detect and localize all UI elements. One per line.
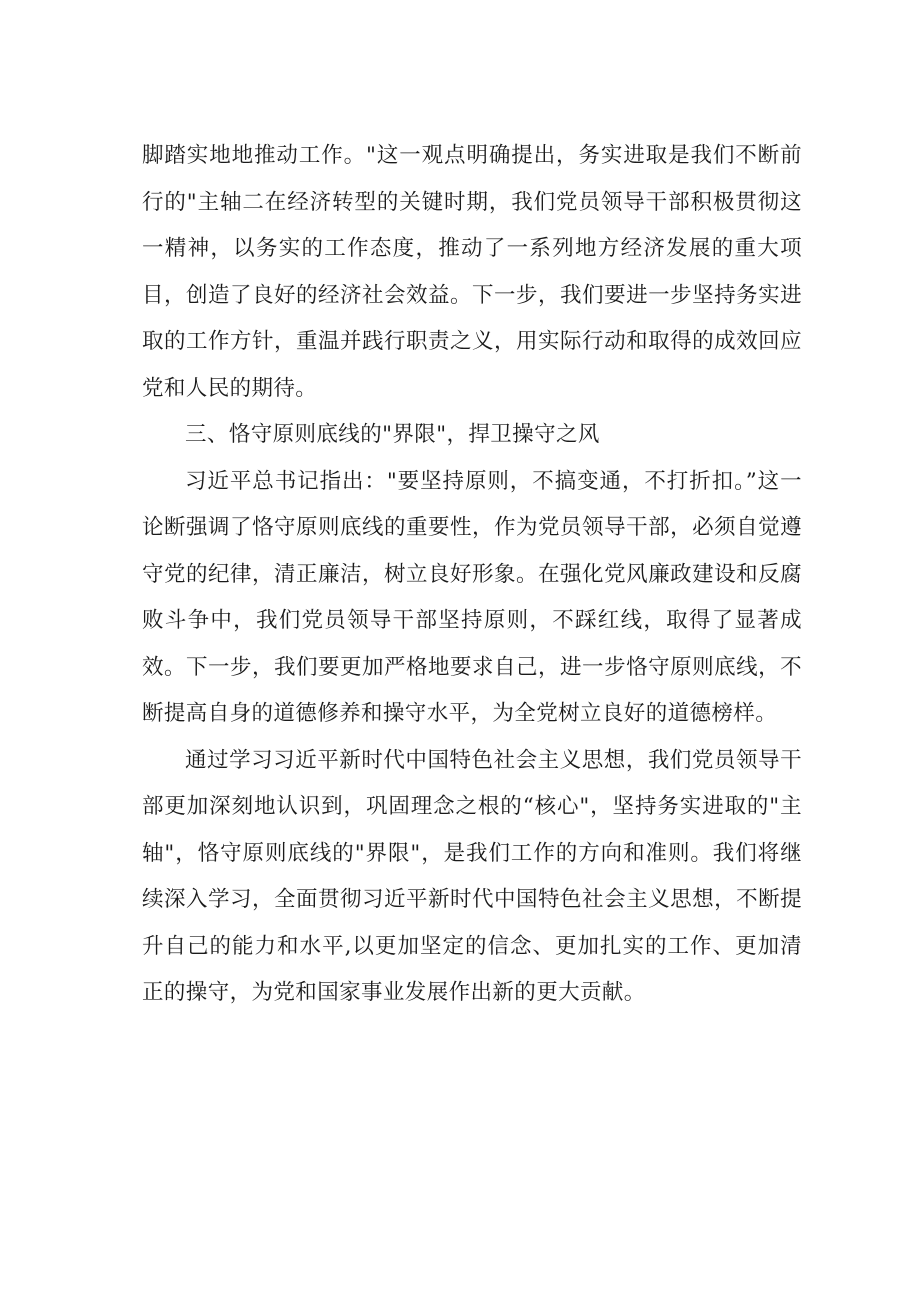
paragraph-conclusion: 通过学习习近平新时代中国特色社会主义思想，我们党员领导干部更加深刻地认识到，巩固理念之根的“核心"，坚持务实进取的"主轴"，恪守原则底线的"界限"，是我们工作的方向和准则。我们将继续深入学习，全面贯彻习近平新时代中国特色社会主义思想，不断提升自己的能力和水平,以更加坚定的信念、更加扎实的工作、更加清正的操守，为党和国家事业发展作出新的更大贡献。 — [142, 747, 802, 1005]
paragraph: 习近平总书记指出："要坚持原则，不搞变通，不打折扣。”这一论断强调了恪守原则底线的重要性，作为党员领导干部，必须自觉遵守党的纪律，清正廉洁，树立良好形象。在强化党风廉政建设和反腐败斗争中，我们党员领导干部坚持原则，不踩红线，取得了显著成效。下一步，我们要更加严格地要求自己，进一步恪守原则底线，不断提高自身的道德修养和操守水平，为全党树立良好的道德榜样。 — [142, 468, 802, 726]
document-body — [142, 133, 802, 1017]
section-heading: 三、恪守原则底线的"界限"，捍卫操守之风 — [185, 422, 600, 447]
paragraph-continuation: 脚踏实地地推动工作。"这一观点明确提出，务实进取是我们不断前行的"主轴二在经济转型的关键时期，我们党员领导干部积极贯彻这一精神，以务实的工作态度，推动了一系列地方经济发展的重大项目，创造了良好的经济社会效益。下一步，我们要进一步坚持务实进取的工作方针，重温并践行职责之义，用实际行动和取得的成效回应党和人民的期待。 — [142, 143, 802, 401]
